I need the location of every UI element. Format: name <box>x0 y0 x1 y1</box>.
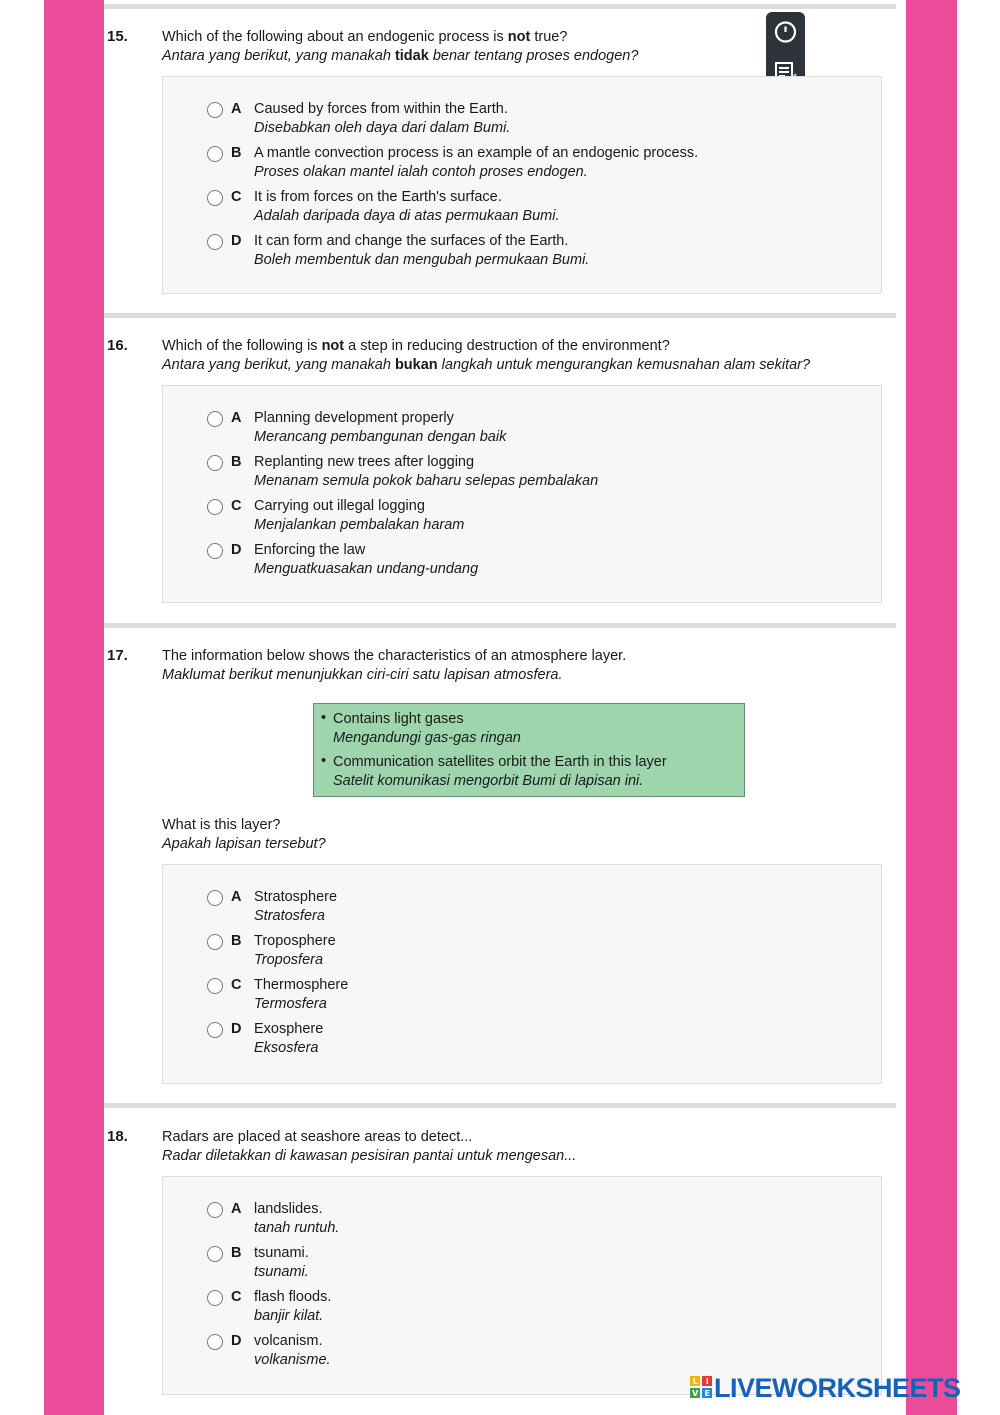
bullet: • <box>321 710 327 726</box>
radio-button[interactable] <box>207 146 223 162</box>
radio-button[interactable] <box>207 102 223 118</box>
separator <box>104 313 896 318</box>
radio-button[interactable] <box>207 1290 223 1306</box>
logo-text: LIVEWORKSHEETS <box>714 1373 961 1403</box>
info-text-en: Contains light gases <box>333 711 464 727</box>
question-text-ms: Radar diletakkan di kawasan pesisiran pantai untuk mengesan... <box>162 1148 577 1164</box>
radio-button[interactable] <box>207 1202 223 1218</box>
radio-button[interactable] <box>207 411 223 427</box>
question-text-ms: Maklumat berikut menunjukkan ciri-ciri satu lapisan atmosfera. <box>162 667 563 683</box>
question-text-en: The information below shows the characteristics of an atmosphere layer. <box>162 648 627 664</box>
question-text-en: Which of the following about an endogenic process is not true? <box>162 29 568 45</box>
answer-options-box: A Stratosphere Stratosfera B Troposphere Troposfera C Thermosphere Termosfera D Exosphere Eksosfera <box>162 864 882 1084</box>
radio-button[interactable] <box>207 934 223 950</box>
answer-options-box: A landslides. tanah runtuh. B tsunami. tsunami. C flash floods. banjir kilat. D volcanism. volkanisme. <box>162 1176 882 1395</box>
radio-button[interactable] <box>207 1334 223 1350</box>
radio-button[interactable] <box>207 190 223 206</box>
liveworksheets-logo <box>689 1373 961 1404</box>
logo-mark-letter: L <box>692 1377 698 1386</box>
info-text-en: Communication satellites orbit the Earth in this layer <box>333 754 667 770</box>
question-text-en: Which of the following is not a step in reducing destruction of the environment? <box>162 338 670 354</box>
info-box <box>313 703 745 797</box>
radio-button[interactable] <box>207 455 223 471</box>
question-text-en: Radars are placed at seashore areas to detect... <box>162 1129 473 1145</box>
radio-button[interactable] <box>207 499 223 515</box>
separator <box>104 1103 896 1108</box>
follow-up-question-ms: Apakah lapisan tersebut? <box>162 836 326 852</box>
question-number: 18. <box>107 1128 128 1145</box>
question-number: 17. <box>107 647 128 664</box>
logo-mark-letter: E <box>704 1389 710 1398</box>
radio-button[interactable] <box>207 1022 223 1038</box>
bullet: • <box>321 753 327 769</box>
info-text-ms: Mengandungi gas-gas ringan <box>333 730 521 746</box>
logo-mark-letter: I <box>705 1377 709 1386</box>
separator <box>104 623 896 628</box>
answer-options-box: A Planning development properly Merancang pembangunan dengan baik B Replanting new trees after logging Menanam semula pokok baharu selepas pembalakan C Carrying out illegal logging Menjalankan pembalakan haram D Enforcing the law Menguatkuasakan undang-undang <box>162 385 882 603</box>
radio-button[interactable] <box>207 890 223 906</box>
question-text-ms: Antara yang berikut, yang manakah bukan langkah untuk mengurangkan kemusnahan alam sekitar? <box>162 357 811 373</box>
logo-mark-icon <box>689 1375 713 1399</box>
follow-up-question-en: What is this layer? <box>162 817 281 833</box>
logo-mark-letter: V <box>692 1389 698 1398</box>
radio-button[interactable] <box>207 1246 223 1262</box>
question-number: 16. <box>107 337 128 354</box>
radio-button[interactable] <box>207 543 223 559</box>
right-side-band <box>906 0 957 1415</box>
answer-options-box: A Caused by forces from within the Earth. Disebabkan oleh daya dari dalam Bumi. B A mantle convection process is an example of an endogenic process. Proses olakan mantel ialah contoh proses endogen. C It is from forces on the Earth's surface. Adalah daripada daya di atas permukaan Bumi. D It can form and change the surfaces of the Earth. Boleh membentuk dan mengubah permukaan Bumi. <box>162 76 882 294</box>
question-number: 15. <box>107 28 128 45</box>
radio-button[interactable] <box>207 978 223 994</box>
timer-icon[interactable] <box>773 19 798 44</box>
left-side-band <box>44 0 104 1415</box>
radio-button[interactable] <box>207 234 223 250</box>
separator <box>104 4 896 9</box>
question-text-ms: Antara yang berikut, yang manakah tidak benar tentang proses endogen? <box>162 48 639 64</box>
info-text-ms: Satelit komunikasi mengorbit Bumi di lapisan ini. <box>333 773 644 789</box>
